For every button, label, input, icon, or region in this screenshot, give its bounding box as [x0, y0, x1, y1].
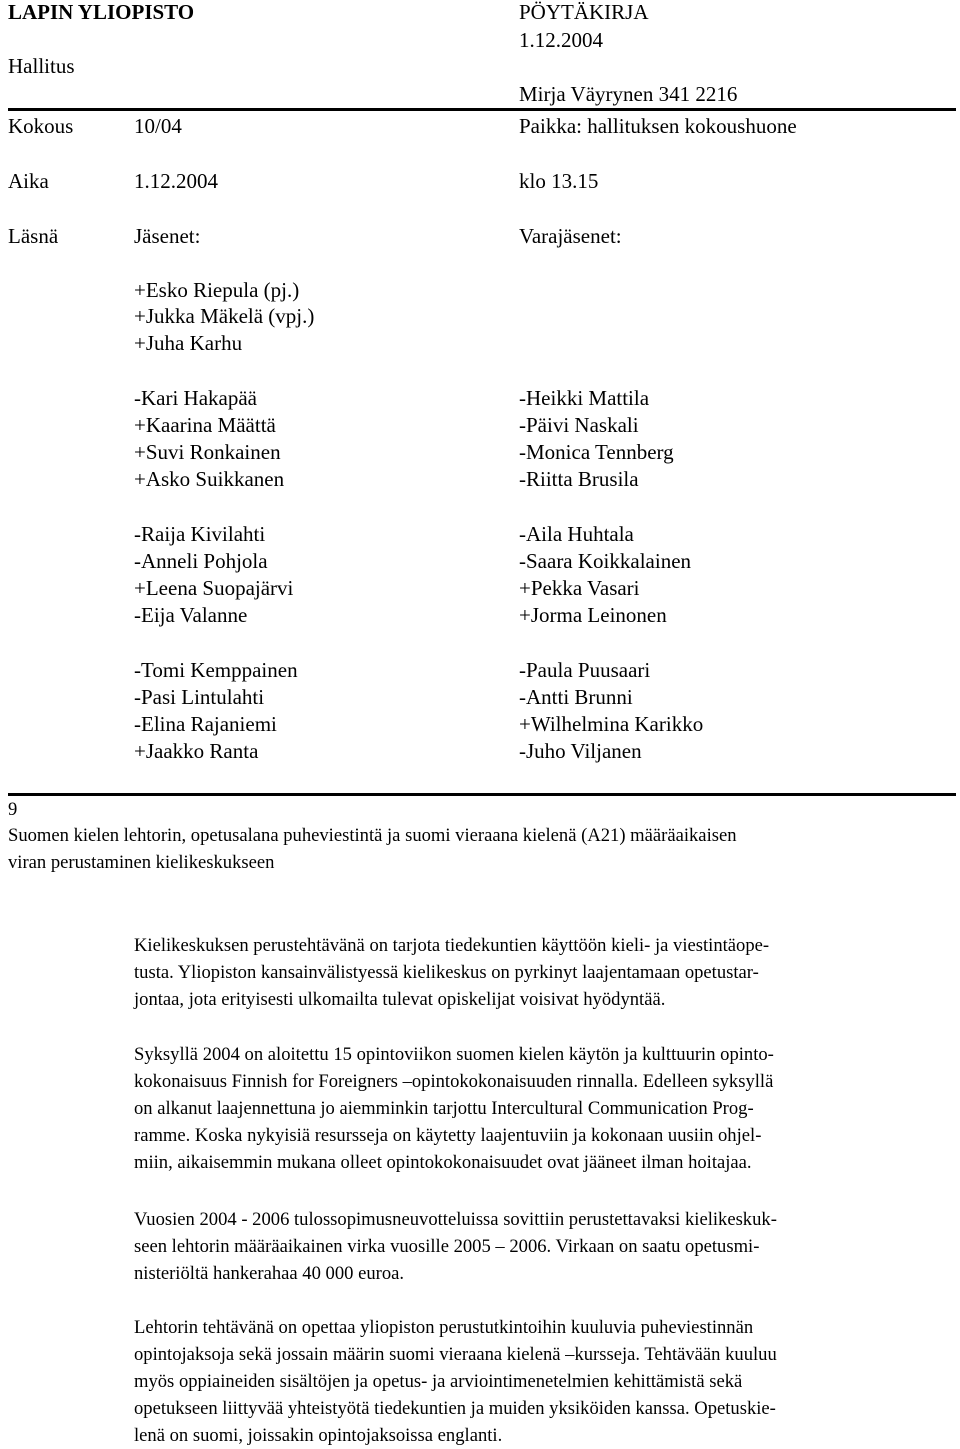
time-label: Aika — [8, 169, 49, 193]
paragraph-line: miin, aikaisemmin mukana olleet opintokokonaisuudet ovat jääneet ilman hoitajaa. — [134, 1152, 752, 1173]
item-title: Suomen kielen lehtorin, opetusalana puheviestintä ja suomi vieraana kielenä (A21) määräaikaisen — [8, 825, 737, 846]
item-title: viran perustaminen kielikeskukseen — [8, 852, 275, 873]
member-name: +Asko Suikkanen — [134, 467, 285, 491]
paragraph-line: on alkanut laajennettuna jo aiemminkin tarjottu Intercultural Communication Prog- — [134, 1098, 754, 1119]
paragraph-line: Kielikeskuksen perustehtävänä on tarjota tiedekuntien käyttöön kieli- ja viestintäope- — [134, 935, 770, 956]
member-name: +Kaarina Määttä — [134, 413, 276, 437]
deputy-name: +Jorma Leinonen — [519, 603, 667, 627]
deputy-name: +Wilhelmina Karikko — [519, 712, 704, 736]
member-name: -Pasi Lintulahti — [134, 685, 265, 709]
member-name: +Jukka Mäkelä (vpj.) — [134, 304, 315, 328]
item-number: 9 — [8, 799, 18, 820]
member-name: -Eija Valanne — [134, 603, 248, 627]
paragraph-line: jontaa, jota erityisesti ulkomailta tulevat opiskelijat voisivat hyödyntää. — [134, 989, 666, 1010]
meeting-date: 1.12.2004 — [134, 169, 218, 193]
member-name: +Juha Karhu — [134, 331, 243, 355]
deputy-name: -Paula Puusaari — [519, 658, 651, 682]
paragraph-line: nisteriöltä hankerahaa 40 000 euroa. — [134, 1263, 405, 1284]
paragraph-line: opetukseen liittyvää yhteistyötä tiedekuntien ja muiden yksiköiden kanssa. Opetuskie- — [134, 1398, 776, 1419]
paragraph-line: seen lehtorin määräaikainen virka vuosille 2005 – 2006. Virkaan on saatu opetusmi- — [134, 1236, 760, 1257]
meeting-number: 10/04 — [134, 114, 182, 138]
deputy-name: -Saara Koikkalainen — [519, 549, 692, 573]
deputy-name: -Heikki Mattila — [519, 386, 650, 410]
paragraph-line: lenä on suomi, joissakin opintojaksoissa englanti. — [134, 1425, 503, 1446]
paragraph-line: myös oppiaineiden sisältöjen ja opetus- ja arviointimenetelmien kehittämistä sekä — [134, 1371, 743, 1392]
paragraph-line: Lehtorin tehtävänä on opettaa yliopiston perustutkintoihin kuuluvia puheviestinnän — [134, 1317, 754, 1338]
paragraph-line: ramme. Koska nykyisiä resursseja on käytetty laajentuviin ja kokonaan uusiin ohjel- — [134, 1125, 762, 1146]
deputy-name: -Päivi Naskali — [519, 413, 639, 437]
member-name: -Kari Hakapää — [134, 386, 258, 410]
member-name: +Jaakko Ranta — [134, 739, 259, 763]
member-name: -Tomi Kemppainen — [134, 658, 298, 682]
deputy-name: -Juho Viljanen — [519, 739, 642, 763]
body-paragraph — [134, 932, 952, 1013]
meeting-time: klo 13.15 — [519, 169, 599, 193]
header-divider — [8, 108, 956, 111]
member-name: +Suvi Ronkainen — [134, 440, 281, 464]
meeting-label: Kokous — [8, 114, 74, 138]
members-heading: Jäsenet: — [134, 224, 201, 248]
document-type: PÖYTÄKIRJA — [519, 0, 649, 24]
body-paragraph — [134, 1041, 952, 1176]
deputy-name: -Monica Tennberg — [519, 440, 674, 464]
member-name: -Raija Kivilahti — [134, 522, 266, 546]
paragraph-line: Syksyllä 2004 on aloitettu 15 opintoviikon suomen kielen käytön ja kulttuurin opinto- — [134, 1044, 774, 1065]
university-name: LAPIN YLIOPISTO — [8, 0, 195, 24]
body-name: Hallitus — [8, 54, 75, 78]
paragraph-line: opintojaksoja sekä jossain määrin suomi vieraana kielenä –kursseja. Tehtävään kuuluu — [134, 1344, 777, 1365]
member-name: +Esko Riepula (pj.) — [134, 278, 300, 302]
member-name: +Leena Suopajärvi — [134, 576, 294, 600]
body-paragraph — [134, 1206, 952, 1287]
paragraph-line: Vuosien 2004 - 2006 tulossopimusneuvotteluissa sovittiin perustettavaksi kielikeskuk- — [134, 1209, 777, 1230]
deputies-heading: Varajäsenet: — [519, 224, 622, 248]
document-date: 1.12.2004 — [519, 28, 603, 52]
contact-person: Mirja Väyrynen 341 2216 — [519, 82, 738, 106]
deputy-name: +Pekka Vasari — [519, 576, 640, 600]
member-name: -Anneli Pohjola — [134, 549, 268, 573]
body-paragraph — [134, 1314, 952, 1449]
paragraph-line: tusta. Yliopiston kansainvälistyessä kielikeskus on pyrkinyt laajentamaan opetustar- — [134, 962, 759, 983]
paragraph-line: kokonaisuus Finnish for Foreigners –opintokokonaisuuden rinnalla. Edelleen syksyllä — [134, 1071, 774, 1092]
deputy-name: -Aila Huhtala — [519, 522, 634, 546]
deputy-name: -Riitta Brusila — [519, 467, 639, 491]
section-divider — [8, 793, 956, 796]
present-label: Läsnä — [8, 224, 59, 248]
meeting-place: Paikka: hallituksen kokoushuone — [519, 114, 797, 138]
member-name: -Elina Rajaniemi — [134, 712, 277, 736]
deputy-name: -Antti Brunni — [519, 685, 633, 709]
